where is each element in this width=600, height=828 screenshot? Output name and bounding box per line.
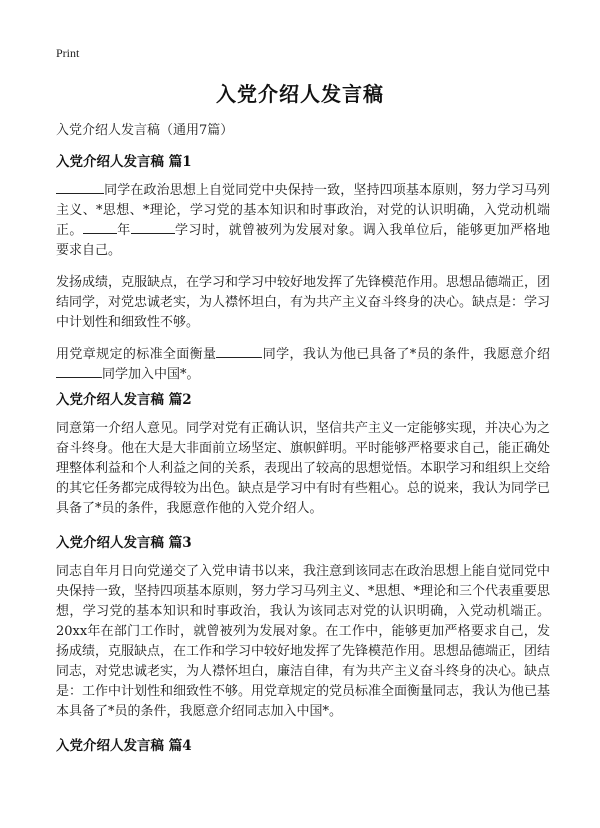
paragraph-text: 年 bbox=[116, 223, 131, 238]
page-title: 入党介绍人发言稿 bbox=[216, 82, 384, 106]
section-1 bbox=[56, 150, 550, 388]
fill-in-blank bbox=[83, 221, 117, 234]
section-3 bbox=[56, 531, 550, 722]
section-heading: 入党介绍人发言稿 篇3 bbox=[56, 535, 192, 551]
section-2 bbox=[56, 388, 550, 519]
section-4 bbox=[56, 734, 550, 754]
paragraph-text: 同学加入中国*。 bbox=[102, 367, 200, 382]
paragraph bbox=[56, 345, 550, 385]
fill-in-blank bbox=[131, 221, 175, 234]
print-link[interactable]: Print bbox=[56, 46, 80, 60]
paragraph: 发扬成绩，克服缺点，在学习和学习中较好地发挥了先锋模范作用。思想品德端正，团结同学，对党忠诚老实，为人襟怀坦白，有为共产主义奋斗终身的决心。缺点是：学习中计划性和细致性不够。 bbox=[56, 275, 551, 330]
paragraph-text: 同学，我认为他已具备了*员的条件，我愿意介绍 bbox=[262, 347, 550, 362]
document-body bbox=[56, 150, 550, 765]
fill-in-blank bbox=[56, 181, 104, 194]
paragraph-text: 同学在政治思想上自觉同党中央保持一致，坚持四项基本原则，努力学习马列主义、*思想、*理论，学习党的基本知识和时事政治，对党的认识明确，入党动机端正。 bbox=[56, 183, 550, 238]
paragraph: 同志自年月日向党递交了入党申请书以来，我注意到该同志在政治思想上能自觉同党中央保持一致，坚持四项基本原则，努力学习马列主义、*思想、*理论和三个代表重要思想，学习党的基本知识和时事政治，我认为该同志对党的认识明确，入党动机端正。20xx年在部门工作时，就曾被列为发展对象。在工作中，能够更加严格要求自己，发扬成绩，克服缺点，在工作和学习中较好地发挥了先锋模范作用。思想品德端正，团结同志，对党忠诚老实，为人襟怀坦白，廉洁自律，有为共产主义奋斗终身的决心。缺点是：工作中计划性和细致性不够。用党章规定的党员标准全面衡量同志，我认为他已基本具备了*员的条件，我愿意介绍同志加入中国*。 bbox=[56, 564, 551, 719]
section-heading: 入党介绍人发言稿 篇1 bbox=[56, 154, 192, 170]
fill-in-blank bbox=[56, 365, 102, 378]
paragraph-text: 学习时，就曾被列为发展对象。调入我单位后，能够更加严格地要求自己。 bbox=[56, 223, 550, 258]
fill-in-blank bbox=[216, 345, 262, 358]
document-subtitle: 入党介绍人发言稿（通用7篇） bbox=[56, 123, 234, 138]
section-heading: 入党介绍人发言稿 篇4 bbox=[56, 738, 192, 754]
paragraph: 同意第一介绍人意见。同学对党有正确认识，坚信共产主义一定能够实现，并决心为之奋斗终身。他在大是大非面前立场坚定、旗帜鲜明。平时能够严格要求自己，能正确处理整体利益和个人利益之间的关系，表现出了较高的思想觉悟。本职学习和组织上交给的其它任务都完成得较为出色。缺点是学习中有时有些粗心。总的说来，我认为同学已具备了*员的条件，我愿意作他的入党介绍人。 bbox=[56, 421, 551, 516]
paragraph-text: 用党章规定的标准全面衡量 bbox=[56, 347, 217, 362]
paragraph bbox=[56, 181, 550, 261]
section-heading: 入党介绍人发言稿 篇2 bbox=[56, 392, 192, 408]
